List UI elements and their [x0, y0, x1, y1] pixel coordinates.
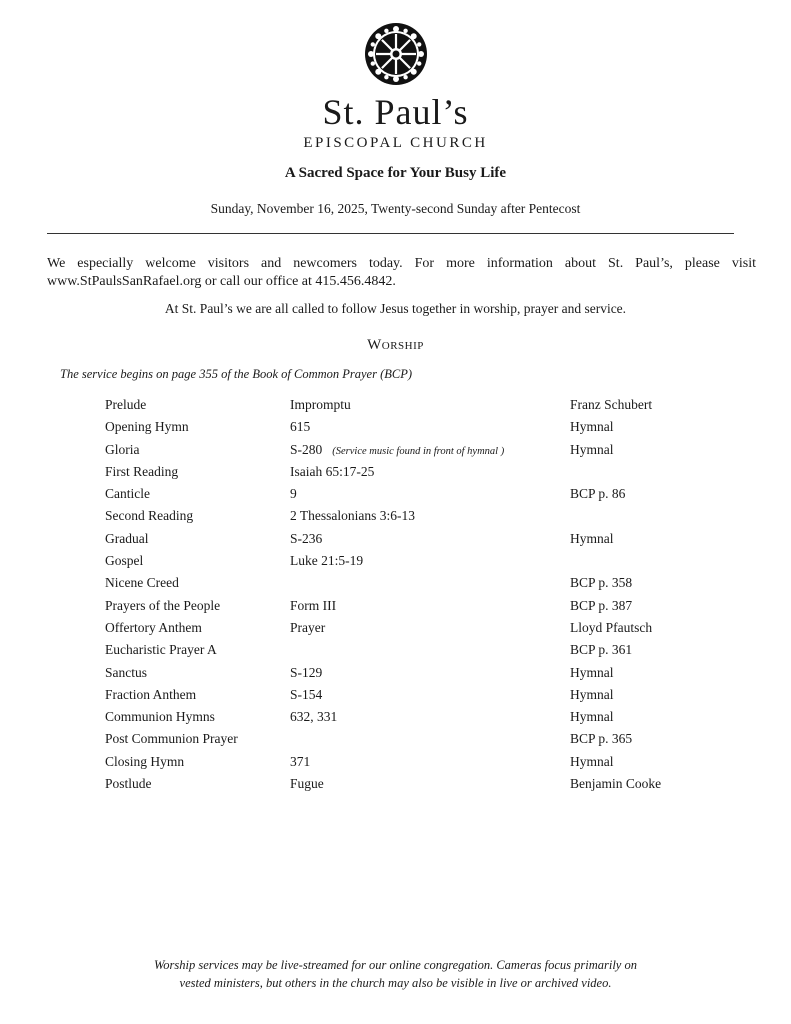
- service-detail: Luke 21:5-19: [290, 553, 364, 569]
- service-detail: 632, 331: [290, 709, 338, 725]
- service-detail: Fugue: [290, 776, 324, 792]
- service-item: Nicene Creed: [105, 575, 179, 591]
- service-item: Gloria: [105, 441, 140, 457]
- service-source: Benjamin Cooke: [570, 776, 662, 792]
- livestream-notice-line-2: vested ministers, but others in the church may also be visible in live or archived video.: [179, 976, 612, 990]
- service-source: BCP p. 358: [570, 575, 633, 591]
- welcome-paragraph: We especially welcome visitors and newcomers today. For more information about St. Paul’s, please visit www.StPaulsSanRafael.org or call our office at 415.456.4842.: [47, 256, 756, 289]
- service-row: [105, 597, 745, 619]
- service-page-note: The service begins on page 355 of the Book of Common Prayer (BCP): [60, 367, 413, 381]
- service-source: Franz Schubert: [570, 397, 653, 412]
- service-detail: Prayer: [290, 619, 326, 635]
- service-detail: Form III: [290, 597, 337, 613]
- service-item: Post Communion Prayer: [105, 731, 238, 747]
- service-detail: S-129: [290, 664, 323, 680]
- service-item: Postlude: [105, 776, 152, 792]
- service-item: Gospel: [105, 553, 144, 569]
- service-item: Closing Hymn: [105, 753, 185, 769]
- service-detail: 9: [290, 486, 297, 502]
- tagline: A Sacred Space for Your Busy Life: [284, 165, 507, 181]
- service-item: Opening Hymn: [105, 419, 189, 435]
- service-source: BCP p. 365: [570, 731, 633, 747]
- service-source: BCP p. 387: [570, 597, 633, 613]
- service-row: [105, 730, 745, 752]
- service-item: Gradual: [105, 530, 149, 546]
- service-detail: S-236: [290, 530, 323, 546]
- service-source: Hymnal: [570, 530, 614, 546]
- service-source: Hymnal: [570, 686, 614, 702]
- service-music-note: (Service music found in front of hymnal ): [332, 445, 505, 457]
- calling-statement: At St. Paul’s we are all called to follow Jesus together in worship, prayer and service.: [164, 301, 627, 316]
- service-row: [105, 396, 745, 418]
- service-item: Eucharistic Prayer A: [105, 642, 217, 658]
- church-name: St. Paul’s: [322, 92, 469, 132]
- service-row: [105, 708, 745, 730]
- service-row: [105, 753, 745, 775]
- service-date: Sunday, November 16, 2025, Twenty-second Sunday after Pentecost: [210, 201, 581, 216]
- service-detail-with-note: [290, 441, 504, 461]
- service-source: Hymnal: [570, 419, 614, 435]
- service-source: BCP p. 361: [570, 642, 633, 658]
- service-detail: 615: [290, 419, 311, 435]
- divider: [47, 233, 734, 234]
- church-subtitle: EPISCOPAL CHURCH: [303, 135, 488, 151]
- service-row: [105, 507, 745, 529]
- service-item: Communion Hymns: [105, 709, 215, 725]
- service-item: Offertory Anthem: [105, 619, 202, 635]
- service-row: [105, 441, 745, 463]
- service-detail: 2 Thessalonians 3:6-13: [290, 508, 415, 524]
- service-row: [105, 530, 745, 552]
- service-detail: S-280: [290, 441, 323, 457]
- livestream-notice-line-1: Worship services may be live-streamed for our online congregation. Cameras focus primarily on: [154, 958, 637, 972]
- service-row: [105, 775, 745, 797]
- service-item: Canticle: [105, 486, 150, 502]
- service-detail: S-154: [290, 686, 323, 702]
- service-row: [105, 686, 745, 708]
- rose-window-logo-icon: [364, 22, 428, 86]
- service-item: Fraction Anthem: [105, 686, 197, 702]
- service-source: Lloyd Pfautsch: [570, 619, 653, 635]
- worship-heading: Worship: [367, 337, 424, 353]
- service-row: [105, 418, 745, 440]
- service-item: Prayers of the People: [105, 597, 221, 613]
- service-item: Prelude: [105, 397, 147, 412]
- service-row: [105, 619, 745, 641]
- livestream-notice: [0, 956, 791, 992]
- service-row: [105, 552, 745, 574]
- order-of-service: [105, 396, 745, 797]
- service-row: [105, 574, 745, 596]
- service-row: [105, 463, 745, 485]
- service-detail: 371: [290, 753, 311, 769]
- service-detail: Impromptu: [290, 397, 351, 412]
- service-row: [105, 641, 745, 663]
- service-item: Sanctus: [105, 664, 147, 680]
- service-source: Hymnal: [570, 753, 614, 769]
- service-source: Hymnal: [570, 664, 614, 680]
- service-source: Hymnal: [570, 441, 614, 457]
- service-item: First Reading: [105, 463, 179, 479]
- service-source: Hymnal: [570, 709, 614, 725]
- service-row: [105, 664, 745, 686]
- service-item: Second Reading: [105, 508, 194, 524]
- service-row: [105, 485, 745, 507]
- service-detail: Isaiah 65:17-25: [290, 463, 375, 479]
- service-source: BCP p. 86: [570, 486, 626, 502]
